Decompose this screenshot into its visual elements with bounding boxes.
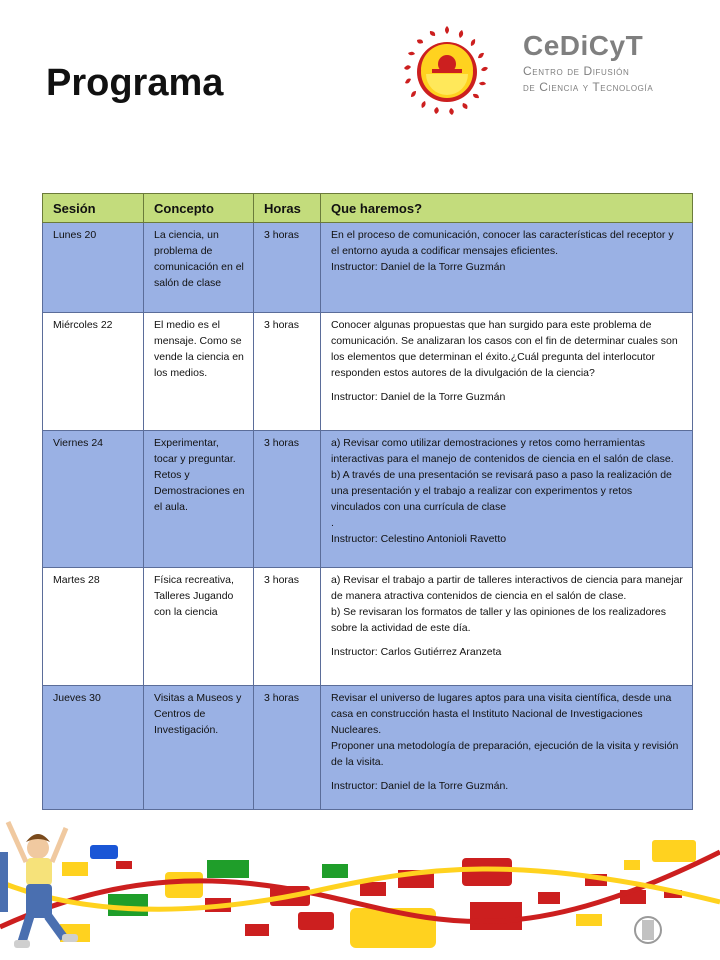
header-concept: Concepto <box>144 194 254 223</box>
activity-text: En el proceso de comunicación, conocer las características del receptor y el entorno ayuda a codificar mensajes eficientes. <box>331 229 674 257</box>
activity-text: Conocer algunas propuestas que han surgido para este problema de comunicación. Se analizaran los casos con el fin de determinar cuales son los elementos que determinan el éxito.¿Cuál pregunta del interlocutor responden estos autores de la divulgación de la ciencia? <box>331 319 678 379</box>
page-title: Programa <box>46 62 224 104</box>
activity-text: a) Revisar como utilizar demostraciones y retos como herramientas interactivas para el manejo de contenidos de ciencia en el salón de clase. <box>331 437 674 465</box>
activity-text: Revisar el universo de lugares aptos para una visita científica, desde una casa en construcción hasta el Instituto Nacional de Investigaciones Nucleares. <box>331 692 672 736</box>
footer-decoration <box>0 812 720 960</box>
cell-concept: La ciencia, un problema de comunicación en el salón de clase <box>144 223 254 313</box>
table-row <box>43 568 693 686</box>
cell-session: Lunes 20 <box>43 223 144 313</box>
brand-block <box>523 30 653 94</box>
cell-activity <box>321 223 693 313</box>
cell-session: Viernes 24 <box>43 431 144 568</box>
instructor-text: Instructor: Daniel de la Torre Guzmán <box>331 261 506 273</box>
decorative-blocks <box>60 840 696 948</box>
cell-hours: 3 horas <box>254 223 321 313</box>
instructor-text: Instructor: Daniel de la Torre Guzmán. <box>331 780 509 792</box>
cell-concept: El medio es el mensaje. Como se vende la ciencia en los medios. <box>144 313 254 431</box>
header-session: Sesión <box>43 194 144 223</box>
cell-session: Martes 28 <box>43 568 144 686</box>
cell-session: Jueves 30 <box>43 686 144 810</box>
cell-concept: Experimentar, tocar y preguntar. Retos y Demostraciones en el aula. <box>144 431 254 568</box>
cell-hours: 3 horas <box>254 686 321 810</box>
cell-activity <box>321 686 693 810</box>
table-header-row <box>43 194 693 223</box>
instructor-text: Instructor: Celestino Antonioli Ravetto <box>331 533 507 545</box>
brand-line-2: de Ciencia y Tecnología <box>523 80 654 94</box>
activity-text-b: Proponer una metodología de preparación, ejecución de la visita y revisión de la visita. <box>331 740 679 768</box>
activity-text-b: b) A través de una presentación se revisará paso a paso la realización de una presentación y el trabajo a realizar con experimentos y retos vinculados con una currícula de clase <box>331 469 672 513</box>
cell-concept: Física recreativa, Talleres Jugando con la ciencia <box>144 568 254 686</box>
brand-line-1: Centro de Difusión <box>523 64 630 78</box>
table-row <box>43 686 693 810</box>
cell-hours: 3 horas <box>254 431 321 568</box>
cell-activity <box>321 431 693 568</box>
cell-activity <box>321 313 693 431</box>
cell-session: Miércoles 22 <box>43 313 144 431</box>
cedicyt-logo <box>396 22 498 122</box>
cell-hours: 3 horas <box>254 568 321 686</box>
header-activity: Que haremos? <box>321 194 693 223</box>
activity-text-b: b) Se revisaran los formatos de taller y las opiniones de los realizadores sobre la actividad de este día. <box>331 606 667 634</box>
header-hours: Horas <box>254 194 321 223</box>
cell-hours: 3 horas <box>254 313 321 431</box>
table-row <box>43 223 693 313</box>
cell-concept: Visitas a Museos y Centros de Investigación. <box>144 686 254 810</box>
dot-text: . <box>331 517 334 529</box>
table-row <box>43 431 693 568</box>
instructor-text: Instructor: Daniel de la Torre Guzmán <box>331 391 506 403</box>
cell-activity <box>321 568 693 686</box>
brand-name: CeDiCyT <box>523 30 644 61</box>
institution-seal-icon <box>635 917 661 943</box>
program-table <box>42 193 693 810</box>
activity-text: a) Revisar el trabajo a partir de talleres interactivos de ciencia para manejar de manera atractiva contenidos de ciencia en el salón de clase. <box>331 574 683 602</box>
table-row <box>43 313 693 431</box>
instructor-text: Instructor: Carlos Gutiérrez Aranzeta <box>331 646 502 658</box>
